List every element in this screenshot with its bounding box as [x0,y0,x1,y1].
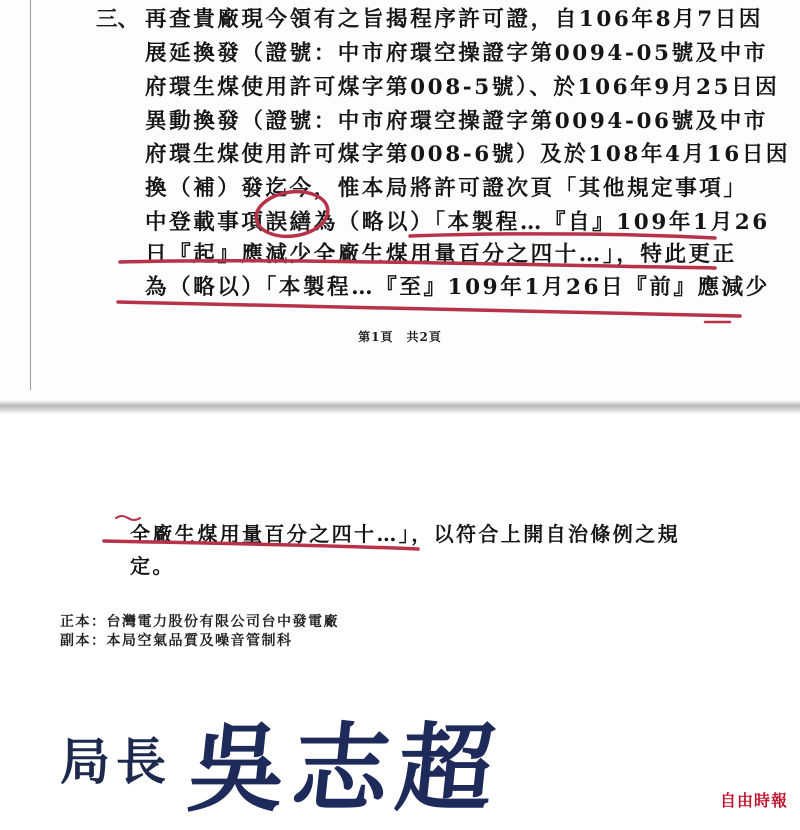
signature-name: 吳志超 [183,712,508,825]
paragraph-line-5: 府環生煤使用許可煤字第008-6號）及於108年4月16日因 [145,142,791,167]
copy-recipient: 副本：本局空氣品質及噪音管制科 [60,633,293,649]
page-divider [0,400,800,414]
paragraph-line-3: 府環生煤使用許可煤字第008-5號）、於106年9月25日因 [145,75,780,100]
document-page-1 [0,0,800,400]
page-number-footer: 第1頁 共2頁 [358,330,442,344]
paragraph-line-6: 換（補）發迄今，惟本局將許可證次頁「其他規定事項」 [145,176,748,201]
item-number: 三、 [96,7,140,32]
signature-title: 局長 [60,732,172,791]
paragraph-line-7: 中登載事項誤繕為（略以）「本製程…『自』109年1月26 [145,210,770,235]
page2-line-2: 定。 [130,554,175,578]
paragraph-line-4: 異動換發（證號：中市府環空操證字第0094-06號及中市 [145,109,768,134]
paragraph-line-9: 為（略以）「本製程…『至』109年1月26日『前』應減少 [145,275,770,300]
original-recipient: 正本：台灣電力股份有限公司台中發電廠 [60,614,339,630]
page2-line-1: 全廠生煤用量百分之四十…」，以符合上開自治條例之規 [130,522,680,546]
paragraph-line-2: 展延換發（證號：中市府環空操證字第0094-05號及中市 [145,41,768,66]
paragraph-line-8: 日『起』應減少全廠生煤用量百分之四十…」，特此更正 [145,242,737,267]
paragraph-line-1: 再查貴廠現今領有之旨揭程序許可證，自106年8月7日因 [145,7,764,32]
news-watermark: 自由時報 [719,791,788,810]
